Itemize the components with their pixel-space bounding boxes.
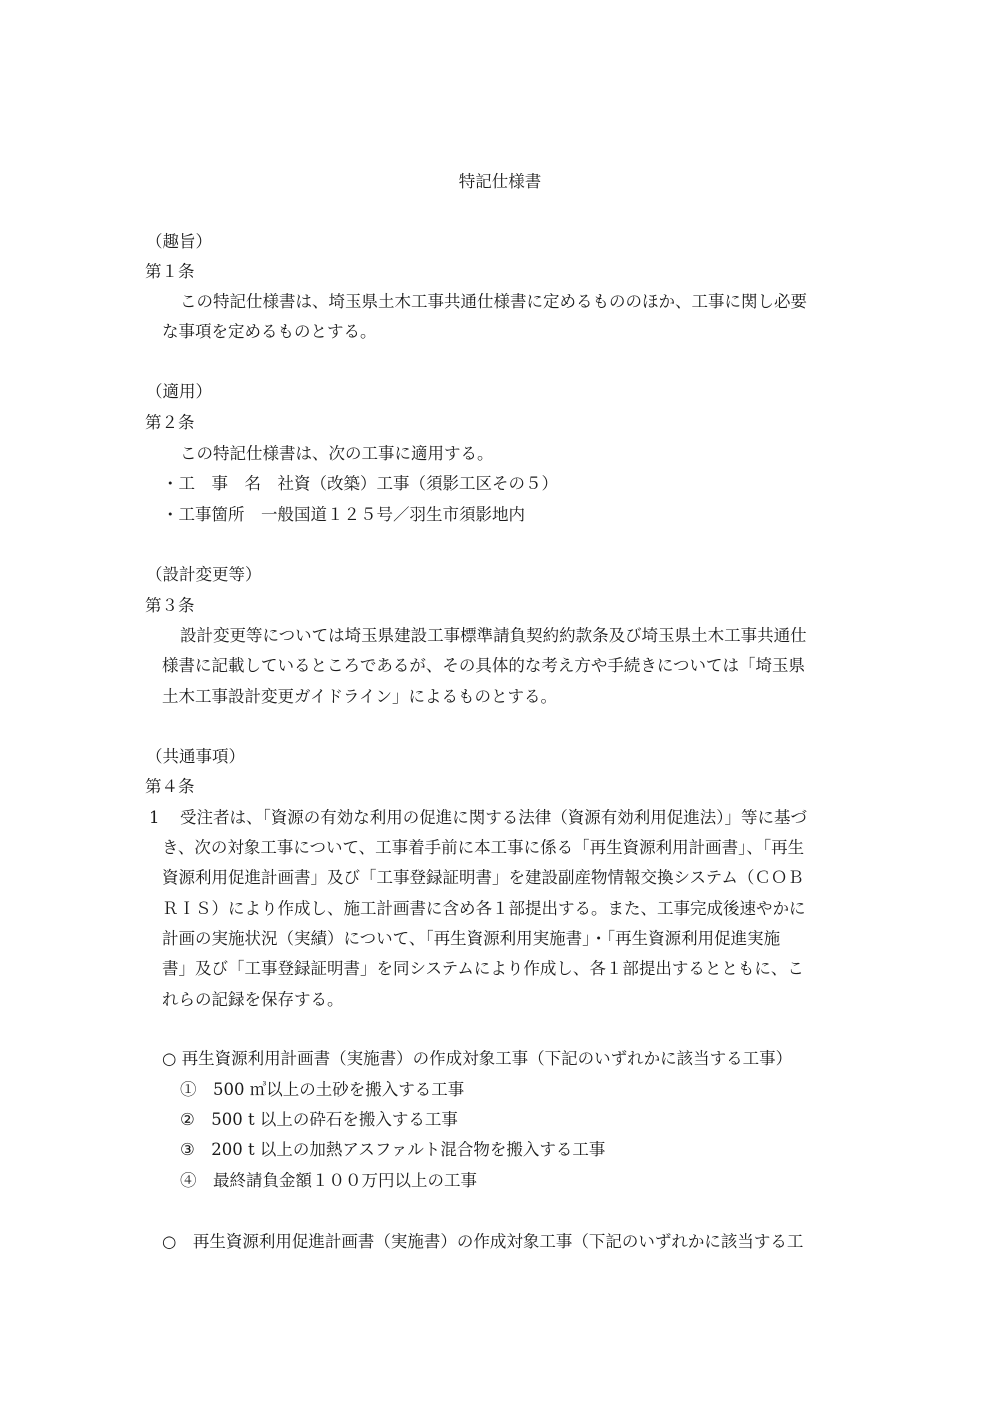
list-2-title: ○ 再生資源利用促進計画書（実施書）の作成対象工事（下記のいずれかに該当する工 [162,1232,804,1251]
paragraph-number: 1 [149,808,160,827]
article-1-caption: （趣旨） [146,232,212,251]
article-3-text-line: 土木工事設計変更ガイドライン」によるものとする。 [162,687,558,706]
article-4-text-line: 書」及び「工事登録証明書」を同システムにより作成し、各１部提出するとともに、こ [162,959,804,978]
article-4-heading: 第４条 [145,777,195,796]
article-3-text-line: 設計変更等については埼玉県建設工事標準請負契約約款条及び埼玉県土木工事共通仕 [180,626,807,645]
article-4-text-line: き、次の対象工事について、工事着手前に本工事に係る「再生資源利用計画書」、「再生 [162,838,805,857]
article-4-text-line: 計画の実施状況（実績）について、「再生資源利用実施書」・「再生資源利用促進実施 [162,929,781,948]
list-item: ② 500 t 以上の砕石を搬入する工事 [180,1110,458,1129]
article-2-heading: 第２条 [145,413,195,432]
article-4-text-line: れらの記録を保存する。 [162,990,344,1009]
work-location-item: ・工事箇所 一般国道１２５号／羽生市須影地内 [162,505,525,524]
list-item: ③ 200 t 以上の加熱アスファルト混合物を搬入する工事 [180,1140,606,1159]
work-name-item: ・工 事 名 社資（改築）工事（須影工区その５） [162,474,558,493]
document-title: 特記仕様書 [458,172,542,191]
list-item: ① 500 ㎥以上の土砂を搬入する工事 [180,1080,465,1099]
article-3-text-line: 様書に記載しているところであるが、その具体的な考え方や手続きについては「埼玉県 [162,656,806,675]
article-1-text-line: な事項を定めるものとする。 [162,322,377,341]
article-4-text-line: 資源利用促進計画書」及び「工事登録証明書」を建設副産物情報交換システム（ＣＯＢ [162,868,804,887]
article-2-caption: （適用） [146,382,212,401]
list-1-title: ○ 再生資源利用計画書（実施書）の作成対象工事（下記のいずれかに該当する工事） [162,1049,793,1068]
article-4-caption: （共通事項） [146,747,245,766]
article-2-intro: この特記仕様書は、次の工事に適用する。 [180,444,494,463]
article-3-heading: 第３条 [145,596,195,615]
article-1-text-line: この特記仕様書は、埼玉県土木工事共通仕様書に定めるもののほか、工事に関し必要 [180,292,807,311]
article-3-caption: （設計変更等） [146,565,262,584]
article-4-text-line: 受注者は、「資源の有効な利用の促進に関する法律（資源有効利用促進法）」等に基づ [180,808,807,827]
list-item: ④ 最終請負金額１００万円以上の工事 [180,1171,477,1190]
article-1-heading: 第１条 [145,262,195,281]
article-4-text-line: ＲＩＳ）により作成し、施工計画書に含め各１部提出する。また、工事完成後速やかに [162,899,806,918]
